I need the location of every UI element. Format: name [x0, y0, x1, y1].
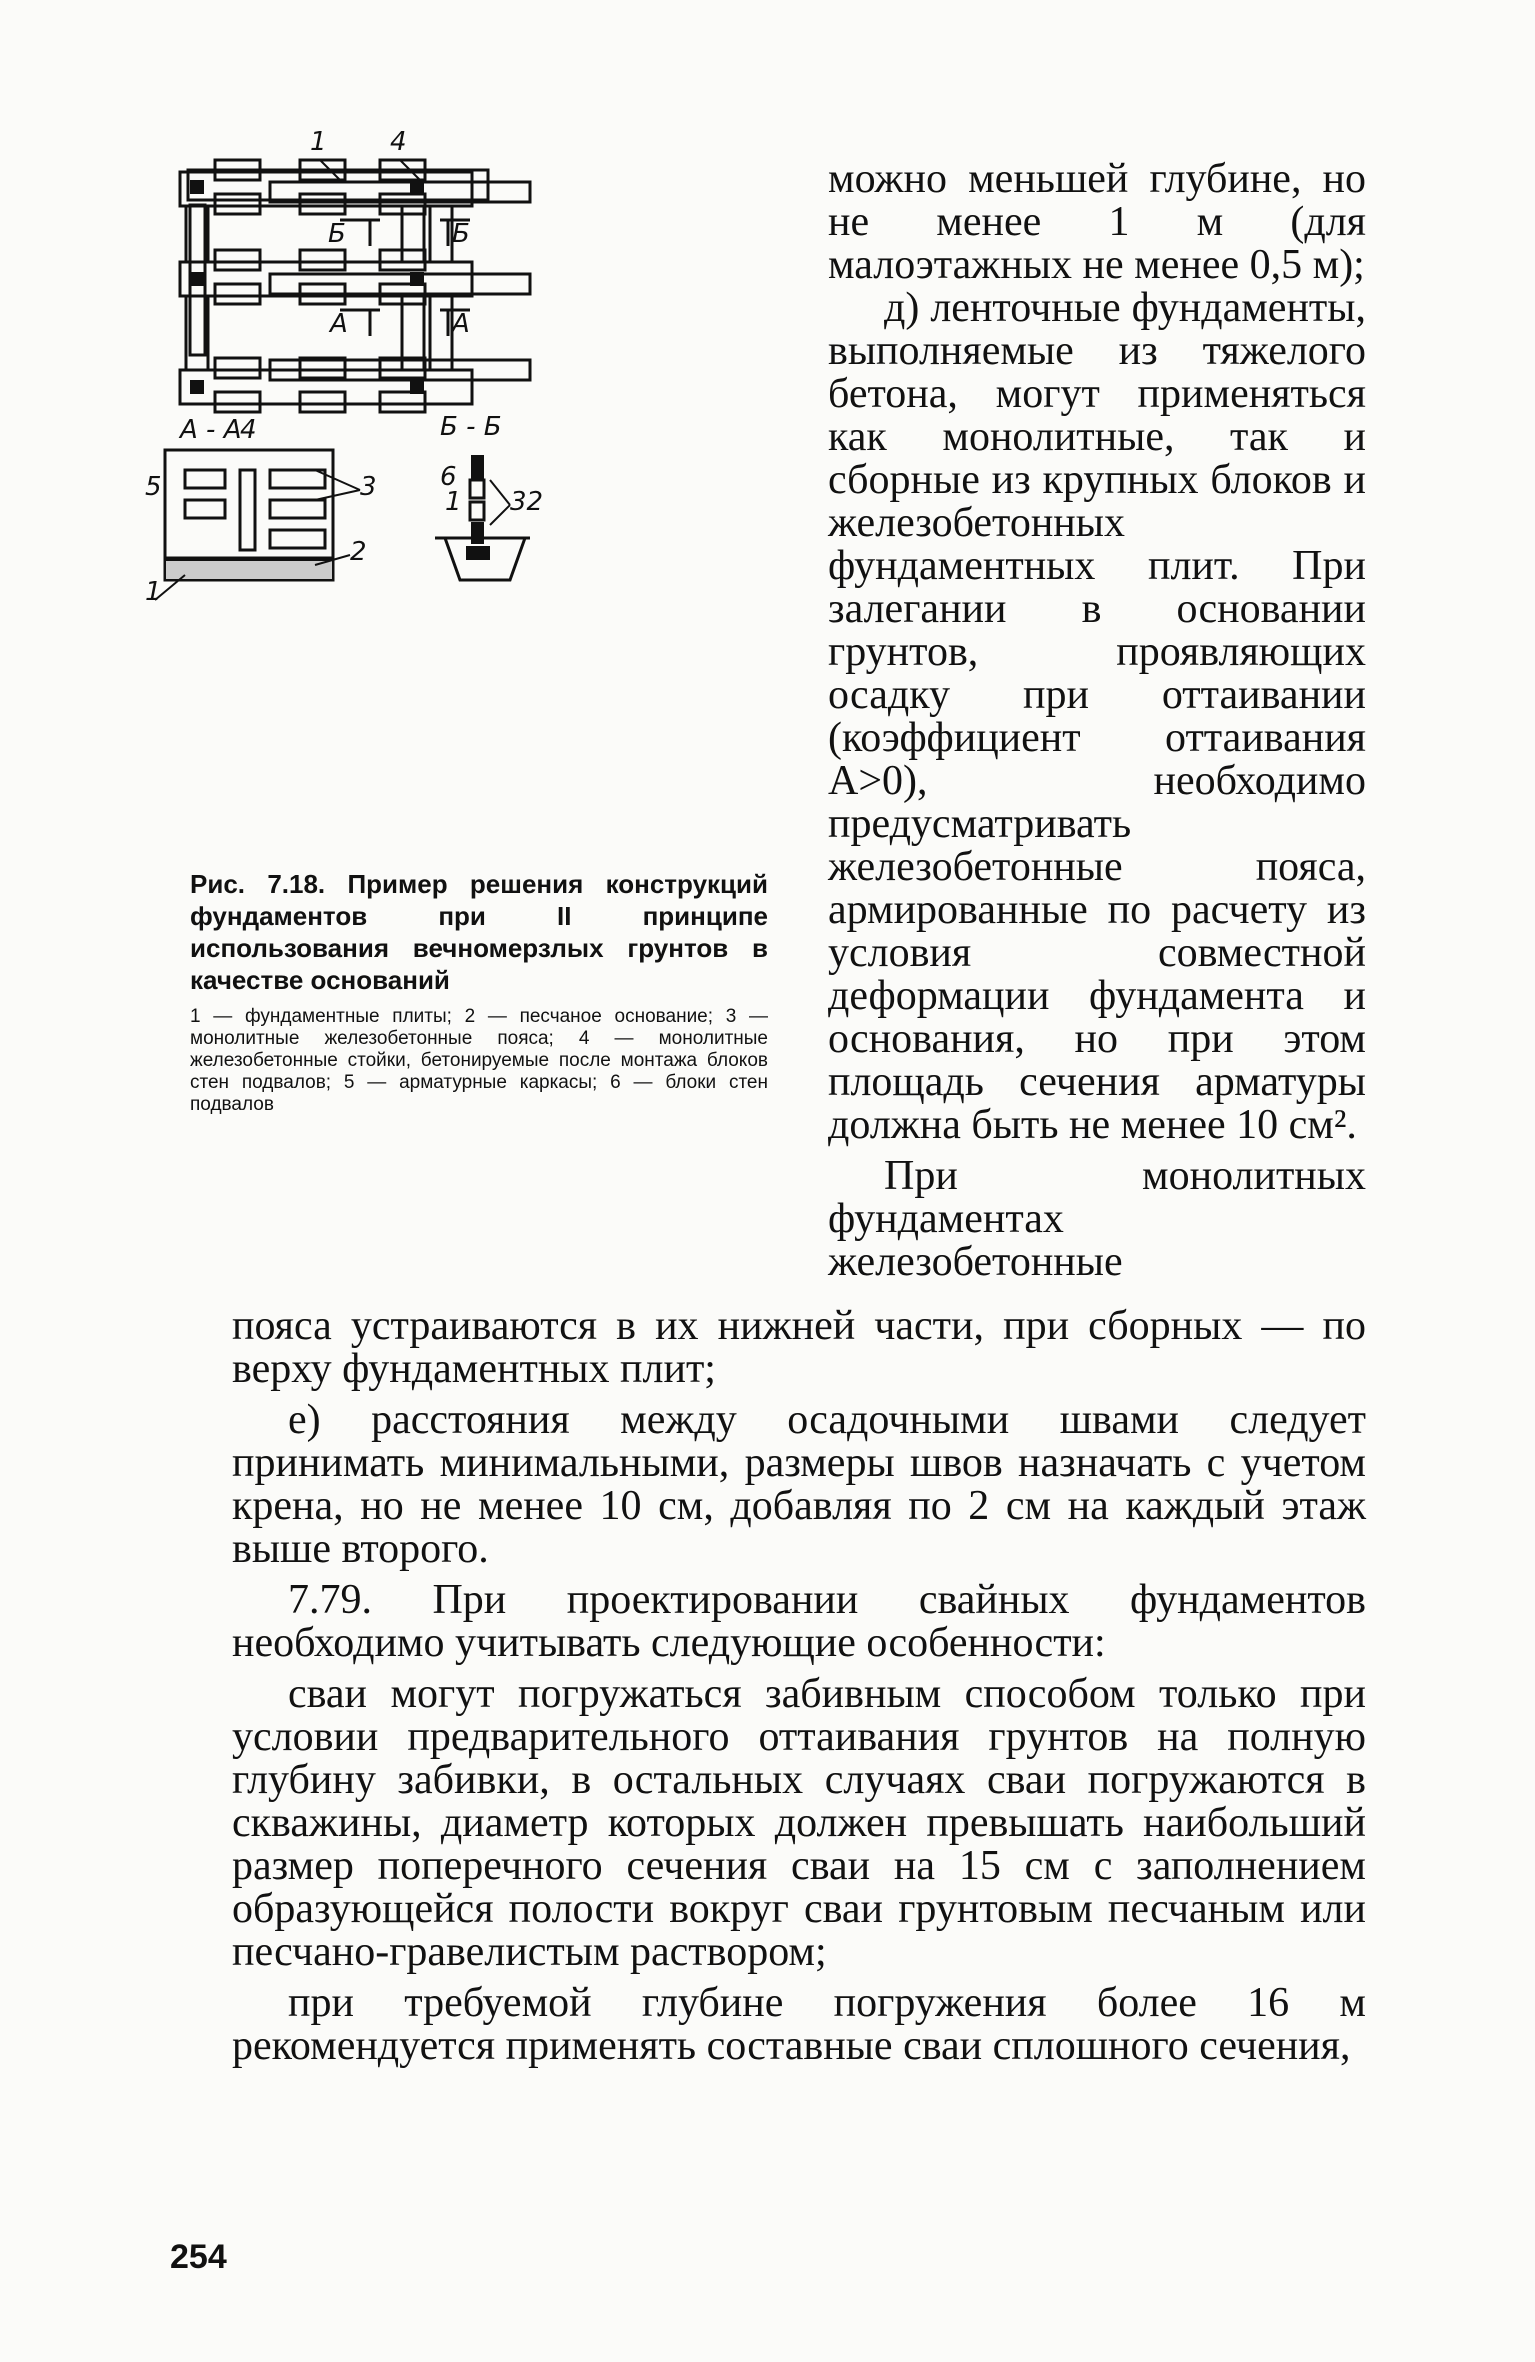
caption-title: Рис. 7.18. Пример решения конструкций фундаментов при II принципе использования вечномерзлых грунтов в качестве оснований [190, 869, 768, 995]
paragraph: д) ленточные фундаменты, выполняемые из тяжелого бетона, могут применяться как монолитные, так и сборные из крупных блоков и железобетонных фундаментных плит. При залегании в основании грунтов, проявляющих осадку при оттаивании (коэффициент оттаивания A>0), необходимо предусматривать железобетонные пояса, армированные по расчету из условия совместной деформации фундамента и основания, но при этом площадь сечения арматуры должна быть не менее 10 см². [828, 285, 1366, 1148]
full-width-text [232, 1305, 1366, 2068]
foundation-plan-drawing [145, 127, 750, 860]
label-aa-2: 2 [350, 537, 367, 567]
caption-legend: 1 — фундаментные плиты; 2 — песчаное основание; 3 — монолитные железобетонные пояса; 4 — монолитные железобетонные стойки, бетонируемые после монтажа блоков стен подвалов; 5 — арматурные каркасы; 6 — блоки стен подвалов [190, 1006, 768, 1115]
label-section-b-right: Б [452, 219, 470, 249]
label-section-a-right: А [452, 309, 470, 339]
label-aa-4: 4 [240, 415, 257, 445]
label-bb-6: 6 [440, 462, 457, 492]
right-column-text [828, 158, 1366, 1284]
label-bb-32: 32 [510, 487, 544, 517]
figure-7-18 [145, 127, 750, 860]
label-aa-3: 3 [360, 472, 377, 502]
label-4: 4 [390, 127, 407, 157]
label-section-b-left: Б [328, 219, 346, 249]
label-aa-title: А - А [180, 415, 242, 445]
paragraph: сваи могут погружаться забивным способом только при условии предварительного оттаивания грунтов на полную глубину забивки, в остальных случаях сваи погружаются в скважины, диаметр которых должен превышать наибольший размер поперечного сечения сваи на 15 см с заполнением образующейся полости вокруг сваи грунтовым песчаным или песчано-гравелистым раствором; [232, 1671, 1366, 1975]
label-bb-title: Б - Б [440, 412, 502, 442]
page-number: 254 [170, 2238, 227, 2276]
label-aa-5: 5 [145, 472, 162, 502]
label-aa-1: 1 [145, 577, 162, 607]
label-bb-1: 1 [445, 487, 462, 517]
paragraph: при требуемой глубине погружения более 16 м рекомендуется применять составные сваи сплошного сечения, [232, 1980, 1366, 2069]
label-1: 1 [310, 127, 327, 157]
paragraph: можно меньшей глубине, но не менее 1 м (для малоэтажных не менее 0,5 м); [828, 156, 1366, 288]
paragraph: е) расстояния между осадочными швами следует принимать минимальными, размеры швов назначать с учетом крена, но не менее 10 см, добавляя по 2 см на каждый этаж выше второго. [232, 1397, 1366, 1572]
paragraph: 7.79. При проектировании свайных фундаментов необходимо учитывать следующие особенности: [232, 1577, 1366, 1666]
label-section-a-left: А [330, 309, 348, 339]
paragraph: пояса устраиваются в их нижней части, при сборных — по верху фундаментных плит; [232, 1303, 1366, 1392]
paragraph: При монолитных фундаментах железобетонные [828, 1153, 1366, 1285]
figure-caption [190, 868, 768, 1116]
